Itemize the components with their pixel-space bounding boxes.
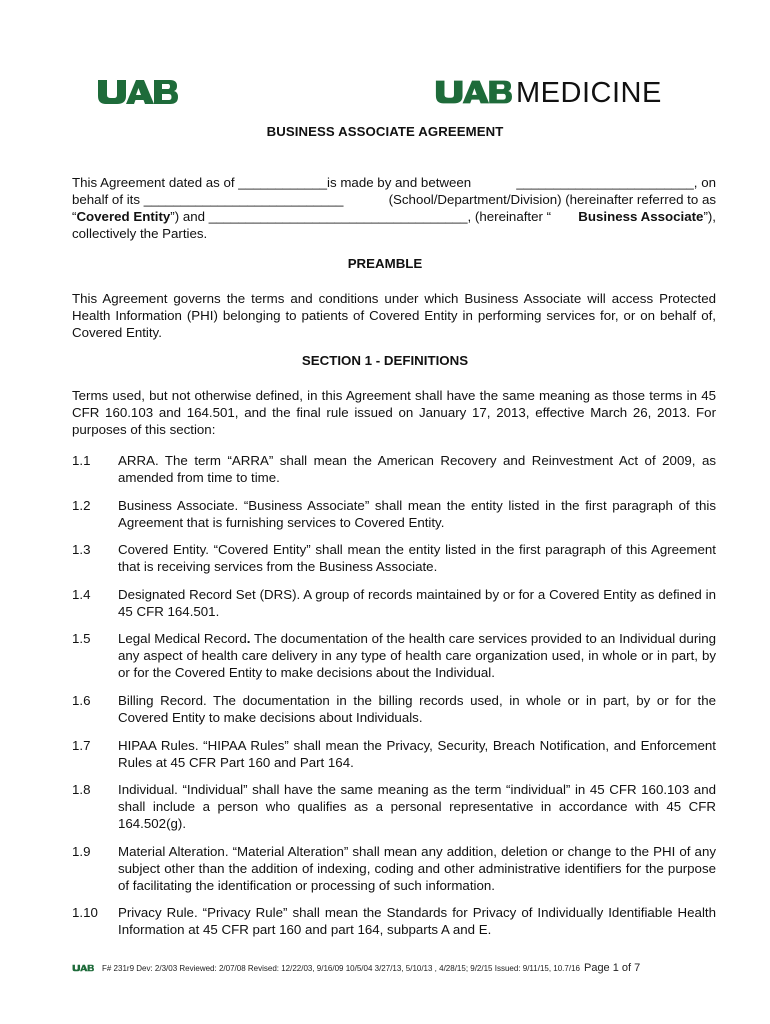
definition-item (72, 737, 716, 771)
definition-text: Designated Record Set (DRS). A group of records maintained by or for a Covered Entity as defined in 45 CFR 164.501. (118, 587, 716, 619)
definition-text: Material Alteration. “Material Alteration” shall mean any addition, deletion or change to the PHI of any subject other than the addition of indexing, coding and other administrative identifiers for the purpose of facilitating the identification or processing of such information. (118, 844, 716, 893)
covered-entity-term: Covered Entity (76, 209, 171, 224)
section1-heading: SECTION 1 - DEFINITIONS (301, 353, 469, 368)
definition-number: 1.3 (72, 542, 91, 557)
intro-line-1: This Agreement dated as of ____________is made by and between ________________________, on (72, 175, 716, 190)
definition-number: 1.6 (72, 693, 91, 708)
medicine-wordmark: MEDICINE (516, 77, 662, 109)
page-number: Page 1 of 7 (583, 962, 641, 974)
intro-paragraph (72, 174, 716, 242)
intro-line-3: “ Covered Entity ”) and ___________________________________, (hereinafter “ Business Associate ”), (72, 209, 716, 224)
definition-number: 1.10 (72, 905, 98, 920)
definition-number: 1.5 (72, 631, 91, 646)
definition-text: Legal Medical Record. The documentation of the health care services provided to an Individual during any aspect of health care delivery in any type of health care organization used, in whole or in part, by or for the Covered Entity to make decisions about the Individual. (118, 631, 716, 680)
definition-text: Billing Record. The documentation in the billing records used, in whole or in part, by or for the Covered Entity to make decisions about Individuals. (118, 693, 716, 725)
definition-item (72, 541, 716, 575)
page-footer (72, 962, 722, 974)
definition-item (72, 497, 716, 531)
definition-item (72, 843, 716, 894)
preamble-text: This Agreement governs the terms and conditions under which Business Associate will access Protected Health Information (PHI) belonging to patients of Covered Entity in performing services for, or on behalf of, Covered Entity. (72, 291, 716, 340)
definition-item (72, 692, 716, 726)
definition-item (72, 586, 716, 620)
footer-uab-logo (72, 964, 94, 972)
definition-text: ARRA. The term “ARRA” shall mean the American Recovery and Reinvestment Act of 2009, as amended from time to time. (118, 453, 716, 485)
preamble-heading: PREAMBLE (347, 256, 423, 271)
definition-text: Business Associate. “Business Associate” shall mean the entity listed in the first paragraph of this Agreement that is furnishing services to Covered Entity. (118, 498, 716, 530)
definition-number: 1.4 (72, 587, 91, 602)
intro-line-4: collectively the Parties. (72, 226, 208, 241)
definition-text: Covered Entity. “Covered Entity” shall mean the entity listed in the first paragraph of this Agreement that is receiving services from the Business Associate. (118, 542, 716, 574)
business-associate-term: Business Associate (578, 209, 704, 224)
uab-medicine-logo (434, 77, 662, 109)
document-title: BUSINESS ASSOCIATE AGREEMENT (266, 124, 504, 139)
uab-logo (96, 80, 178, 109)
uab-medicine-logo-mark (434, 80, 512, 104)
definition-item (72, 630, 716, 681)
intro-line-2: behalf of its ___________________________ (School/Department/Division) (hereinafter referred to as (72, 192, 716, 207)
definition-number: 1.9 (72, 844, 91, 859)
section1-intro: Terms used, but not otherwise defined, in this Agreement shall have the same meaning as those terms in 45 CFR 160.103 and 164.501, and the final rule issued on January 17, 2013, effective March 26, 2013. For purposes of this section: (72, 388, 716, 437)
definition-number: 1.2 (72, 498, 91, 513)
definition-text: Privacy Rule. “Privacy Rule” shall mean the Standards for Privacy of Individually Identifiable Health Information at 45 CFR part 160 and part 164, subparts A and E. (118, 905, 716, 937)
definition-item (72, 781, 716, 832)
revision-history: F# 231r9 Dev: 2/3/03 Reviewed: 2/07/08 Revised: 12/22/03, 9/16/09 10/5/04 3/27/13, 5/10/13 , 4/28/15; 9/2/15 Issued: 9/11/15, 10.7/16 (102, 963, 580, 973)
definition-item (72, 452, 716, 486)
definition-number: 1.8 (72, 782, 91, 797)
uab-logo-mark (96, 80, 178, 104)
definition-number: 1.1 (72, 453, 91, 468)
definition-text: Individual. “Individual” shall have the same meaning as the term “individual” in 45 CFR 160.103 and shall include a person who qualifies as a personal representative in accordance with 45 CFR 164.502(g). (118, 782, 716, 831)
definition-number: 1.7 (72, 738, 91, 753)
definition-text: HIPAA Rules. “HIPAA Rules” shall mean the Privacy, Security, Breach Notification, and Enforcement Rules at 45 CFR Part 160 and Part 164. (118, 738, 716, 770)
definition-item (72, 904, 716, 938)
